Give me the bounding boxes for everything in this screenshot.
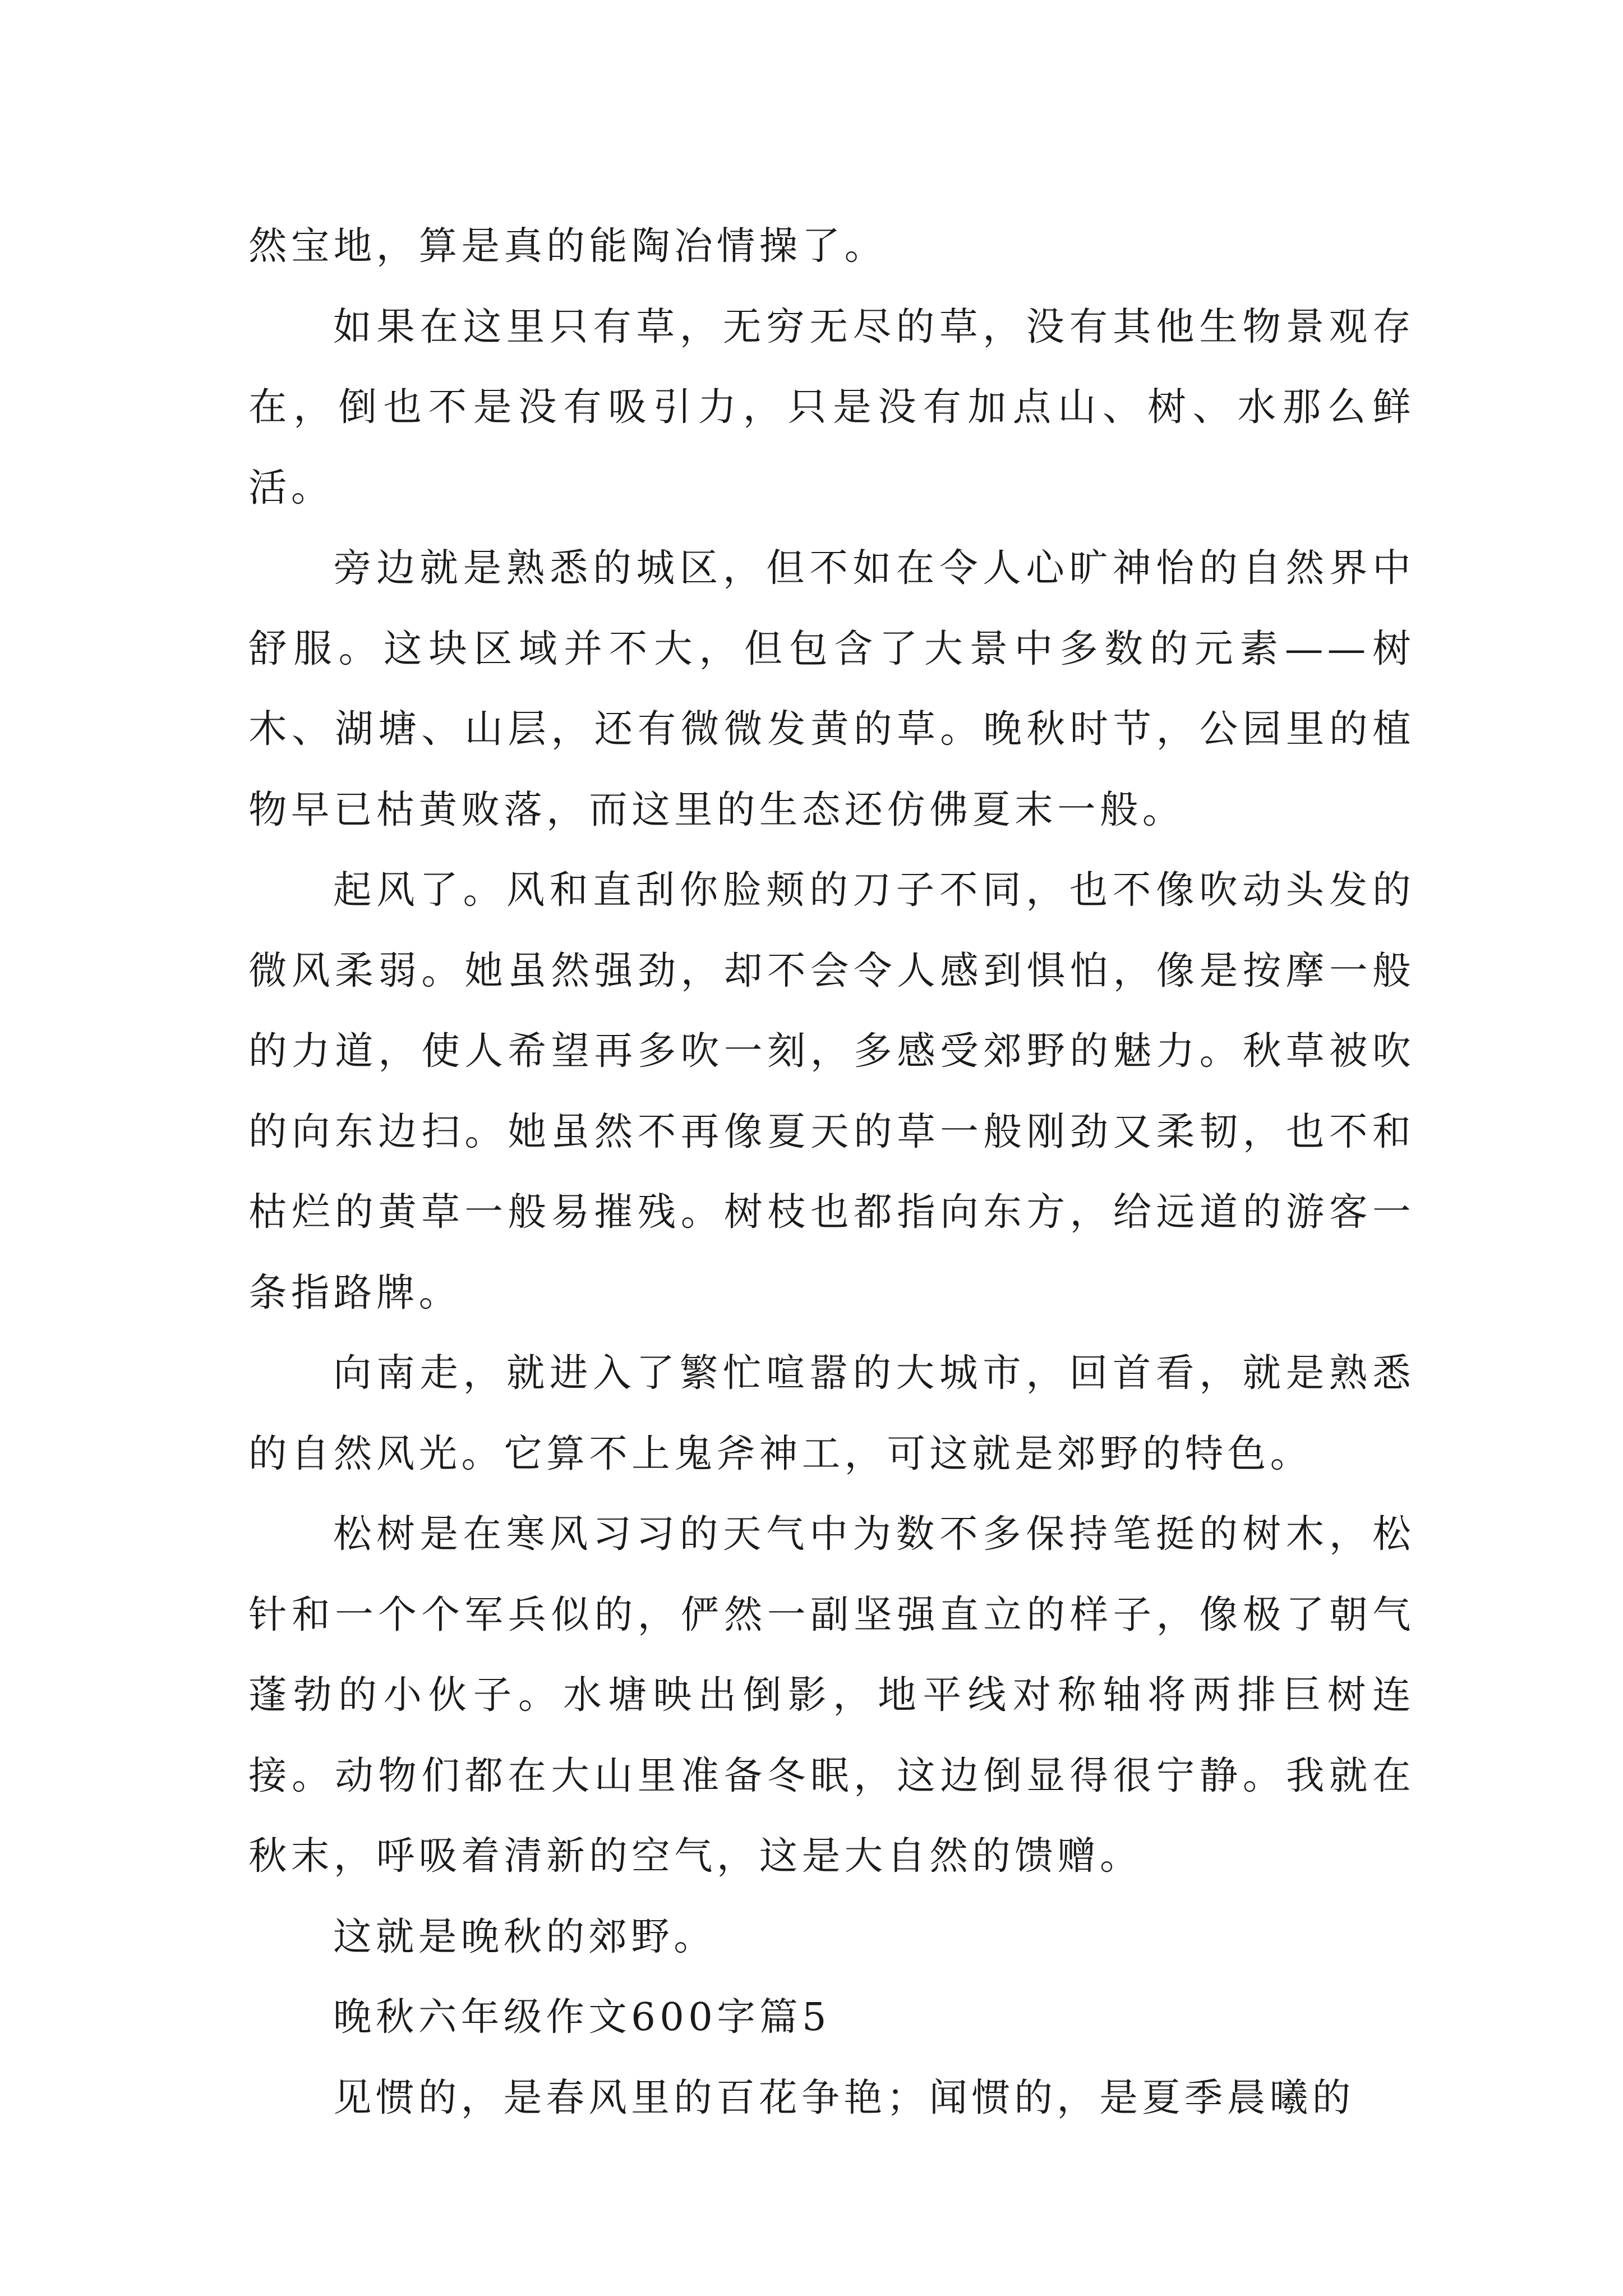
paragraph-grass: 如果在这里只有草，无穷无尽的草，没有其他生物景观存在，倒也不是没有吸引力，只是没有加点山、树、水那么鲜活。	[248, 304, 1415, 510]
paragraph-pine-trees: 松树是在寒风习习的天气中为数不多保持笔挺的树木，松针和一个个军兵似的，俨然一副坚强直立的样子，像极了朝气蓬勃的小伙子。水塘映出倒影，地平线对称轴将两排巨树连接。动物们都在大山里准备冬眠，这边倒显得很宁静。我就在秋末，呼吸着清新的空气，这是大自然的馈赠。	[248, 1512, 1415, 1879]
paragraph-continuation: 然宝地，算是真的能陶冶情操了。	[248, 224, 887, 269]
paragraph-city-nearby: 旁边就是熟悉的城区，但不如在令人心旷神怡的自然界中舒服。这块区域并不大，但包含了大景中多数的元素——树木、湖塘、山层，还有微微发黄的草。晚秋时节，公园里的植物早已枯黄败落，而这里的生态还仿佛夏末一般。	[248, 546, 1415, 832]
paragraph-wind: 起风了。风和直刮你脸颊的刀子不同，也不像吹动头发的微风柔弱。她虽然强劲，却不会令人感到惧怕，像是按摩一般的力道，使人希望再多吹一刻，多感受郊野的魅力。秋草被吹的向东边扫。她虽然不再像夏天的草一般刚劲又柔韧，也不和枯烂的黄草一般易摧残。树枝也都指向东方，给远道的游客一条指路牌。	[248, 868, 1415, 1315]
paragraph-conclusion: 这就是晚秋的郊野。	[333, 1914, 717, 1959]
article-body	[248, 206, 1415, 2138]
paragraph-south: 向南走，就进入了繁忙喧嚣的大城市，回首看，就是熟悉的自然风光。它算不上鬼斧神工，可这就是郊野的特色。	[248, 1351, 1415, 1476]
paragraph-next-essay: 见惯的，是春风里的百花争艳；闻惯的，是夏季晨曦的	[333, 2075, 1355, 2120]
section-heading: 晚秋六年级作文600字篇5	[333, 1995, 831, 2040]
